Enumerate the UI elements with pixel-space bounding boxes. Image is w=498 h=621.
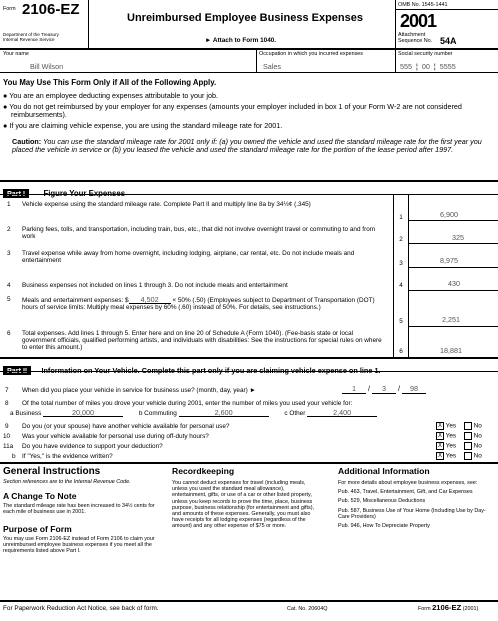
purpose-heading: Purpose of Form bbox=[3, 523, 72, 534]
line-1-box-no: 1 bbox=[399, 214, 403, 221]
intro-bullets bbox=[3, 92, 493, 133]
line-2-amount[interactable]: 325 bbox=[452, 233, 464, 242]
commuting-miles[interactable]: 2,600 bbox=[179, 409, 269, 417]
occupation-label: Occupation in which you incurred expenses bbox=[259, 51, 363, 57]
line-5-no: 5 bbox=[7, 296, 11, 303]
line-6-no: 6 bbox=[7, 330, 11, 337]
footer-notice: For Paperwork Reduction Act Notice, see back of form. bbox=[3, 605, 159, 612]
line-4-amount[interactable]: 430 bbox=[448, 279, 460, 288]
ssn-label: Social security number bbox=[398, 51, 453, 57]
q9-no: 9 bbox=[5, 423, 9, 430]
q9-no-checkbox[interactable] bbox=[464, 422, 472, 430]
caution-text: Caution: You can use the standard mileage rate for 2001 only if: (a) you owned the vehicle and used the standard mileage rate for the first year you placed the vehicle in service or (b) you leased the vehicle and used the standard mileage rate for the portion of the lease period after 1997. bbox=[12, 137, 482, 154]
line-5-box-no: 5 bbox=[399, 318, 403, 325]
business-miles[interactable]: 20,000 bbox=[43, 409, 123, 417]
line-7-text: When did you place your vehicle in service for business use? (month, day, year) ► bbox=[22, 387, 256, 394]
q10-no: 10 bbox=[3, 433, 11, 440]
meals-amount: 4,502 bbox=[129, 296, 171, 304]
gen-heading: General Instructions bbox=[3, 466, 101, 477]
footer-cat: Cat. No. 20604Q bbox=[287, 606, 328, 612]
line-8-text: Of the total number of miles you drove your vehicle during 2001, enter the number of miles you used your vehicle for: bbox=[22, 400, 353, 407]
q10-no-checkbox[interactable] bbox=[464, 432, 472, 440]
sequence-label: Sequence No. bbox=[398, 38, 433, 44]
name-field[interactable]: Bill Wilson bbox=[30, 62, 64, 71]
addl-heading: Additional Information bbox=[338, 466, 430, 476]
form-number: 2106-EZ bbox=[22, 1, 80, 18]
line-2-no: 2 bbox=[7, 226, 11, 233]
part1-header bbox=[3, 183, 125, 201]
attachment-label: Attachment bbox=[398, 32, 426, 38]
line-7-no: 7 bbox=[5, 387, 9, 394]
form-label: Form bbox=[3, 6, 16, 12]
line-3-box-no: 3 bbox=[399, 260, 403, 267]
q9-yes-checkbox[interactable]: X bbox=[437, 423, 442, 429]
intro-heading: You May Use This Form Only if All of the Following Apply. bbox=[3, 78, 217, 87]
form-title: Unreimbursed Employee Business Expenses bbox=[127, 12, 363, 24]
gen-note: Section references are to the Internal Revenue Code. bbox=[3, 479, 131, 485]
line-8-no: 8 bbox=[5, 400, 9, 407]
recordkeeping bbox=[172, 466, 320, 530]
part2-header bbox=[3, 360, 381, 378]
q10-answer: X Yes No bbox=[437, 432, 482, 440]
attach-note: ► Attach to Form 1040. bbox=[205, 37, 277, 44]
q11b-answer: X Yes No bbox=[437, 452, 482, 460]
q11b-yes-checkbox[interactable]: X bbox=[437, 453, 442, 459]
line-1-text: Vehicle expense using the standard mileage rate. Complete Part II and multiply line 8a by 34½¢ (.345) bbox=[22, 201, 311, 208]
q10-yes-checkbox[interactable]: X bbox=[437, 433, 442, 439]
q11b-text: If "Yes," is the evidence written? bbox=[22, 453, 113, 460]
omb-number: OMB No. 1545-1441 bbox=[398, 2, 448, 8]
line-4-box-no: 4 bbox=[399, 282, 403, 289]
line-1-amount[interactable]: 6,900 bbox=[440, 210, 458, 219]
line-2-text: Parking fees, tolls, and transportation, including train, bus, etc., that did not involve overnight travel or commuting to and from work bbox=[22, 226, 376, 241]
pub-529: Pub. 529, Miscellaneous Deductions bbox=[338, 498, 426, 505]
pub-463: Pub. 463, Travel, Entertainment, Gift, and Car Expenses bbox=[338, 489, 473, 496]
dept-line1: Department of the Treasury bbox=[3, 32, 59, 37]
change-heading: A Change To Note bbox=[3, 491, 77, 502]
bullet-3: ● If you are claiming vehicle expense, you are using the standard mileage rate for 2001. bbox=[3, 121, 283, 130]
dept-line2: Internal Revenue Service bbox=[3, 37, 55, 42]
line-4-text: Business expenses not included on lines 1 through 3. Do not include meals and entertainment bbox=[22, 282, 288, 289]
q10-text: Was your vehicle available for personal use during off-duty hours? bbox=[22, 433, 209, 440]
change-text: The standard mileage rate has been increased to 34½ cents for each mile of business use in 2001. bbox=[3, 503, 155, 516]
bullet-1: ● You are an employee deducting expenses attributable to your job. bbox=[3, 91, 218, 100]
bullet-2: ● You do not get reimbursed by your employer for any expenses (amounts your employer included in box 1 of your Form W-2 are not considered reimbursements). bbox=[3, 102, 462, 119]
q11b-no: b bbox=[12, 453, 16, 460]
ssn-field[interactable]: 555 ¦ 00 ¦ 5555 bbox=[400, 62, 456, 71]
q11a-no-checkbox[interactable] bbox=[464, 442, 472, 450]
q9-answer: X Yes No bbox=[437, 422, 482, 430]
service-date[interactable]: 1 / 3 / 98 bbox=[342, 384, 426, 394]
line-6-amount[interactable]: 18,881 bbox=[440, 346, 462, 355]
rec-heading: Recordkeeping bbox=[172, 466, 235, 476]
line-5-amount[interactable]: 2,251 bbox=[442, 315, 460, 324]
pub-946: Pub. 946, How To Depreciate Property bbox=[338, 523, 430, 530]
q11b-no-checkbox[interactable] bbox=[464, 452, 472, 460]
sequence-number: 54A bbox=[440, 36, 457, 46]
q11a-answer: X Yes No bbox=[437, 442, 482, 450]
line-5-text: Meals and entertainment expenses: $ 4,502 × 50% (.50) (Employees subject to Department of Transportation (DOT) hours of service limits: Multiply meal expenses by 60% (.60) instead of 50%. For details, see instructions.) bbox=[22, 295, 375, 312]
other-miles[interactable]: 2,400 bbox=[307, 409, 377, 417]
line-3-no: 3 bbox=[7, 250, 11, 257]
line-8-miles: a Business 20,000 b Commuting 2,600 c Other 2,400 bbox=[10, 409, 490, 417]
q11a-yes-checkbox[interactable]: X bbox=[437, 443, 442, 449]
purpose-text: You may use Form 2106-EZ instead of Form 2106 to claim your unreimbursed employee business expenses if you meet all the requirements listed above Part I. bbox=[3, 535, 155, 555]
additional-information bbox=[338, 466, 494, 529]
line-6-box-no: 6 bbox=[399, 348, 403, 355]
general-instructions bbox=[3, 466, 163, 554]
footer-form: Form 2106-EZ (2001) bbox=[418, 603, 479, 612]
rec-text: You cannot deduct expenses for travel (including meals, unless you used the standard meal allowance), entertainment, gifts, or use of a car or other listed property, unless you keep records to prove the time, place, business purpose, business relationship (for entertainment and gifts), and amounts of these expenses. Generally, you must also have receipts for all lodging expenses (regardless of the amount) and any other expense of $75 or more. bbox=[172, 480, 315, 530]
line-3-text: Travel expense while away from home overnight, including lodging, airplane, car rental, etc. Do not include meals and entertainment bbox=[22, 250, 355, 265]
line-2-box-no: 2 bbox=[399, 236, 403, 243]
q11a-no: 11a bbox=[3, 443, 14, 450]
line-4-no: 4 bbox=[7, 282, 11, 289]
line-1-no: 1 bbox=[7, 201, 11, 208]
line-3-amount[interactable]: 8,975 bbox=[440, 256, 458, 265]
q9-text: Do you (or your spouse) have another vehicle available for personal use? bbox=[22, 423, 230, 430]
line-6-text: Total expenses. Add lines 1 through 5. Enter here and on line 20 of Schedule A (Form 1040). (Fee-basis state or local government officials, qualified performing artists, and individuals with disabilities: See the instructions for special rules on where to enter this amount.) bbox=[22, 330, 382, 352]
addl-intro: For more details about employee business expenses, see: bbox=[338, 480, 478, 486]
name-label: Your name bbox=[3, 51, 29, 57]
tax-year: 2001 bbox=[400, 11, 437, 31]
occupation-field[interactable]: Sales bbox=[263, 62, 281, 71]
q11a-text: Do you have evidence to support your deduction? bbox=[22, 443, 163, 450]
pub-587: Pub. 587, Business Use of Your Home (Including Use by Day-Care Providers) bbox=[338, 507, 486, 520]
